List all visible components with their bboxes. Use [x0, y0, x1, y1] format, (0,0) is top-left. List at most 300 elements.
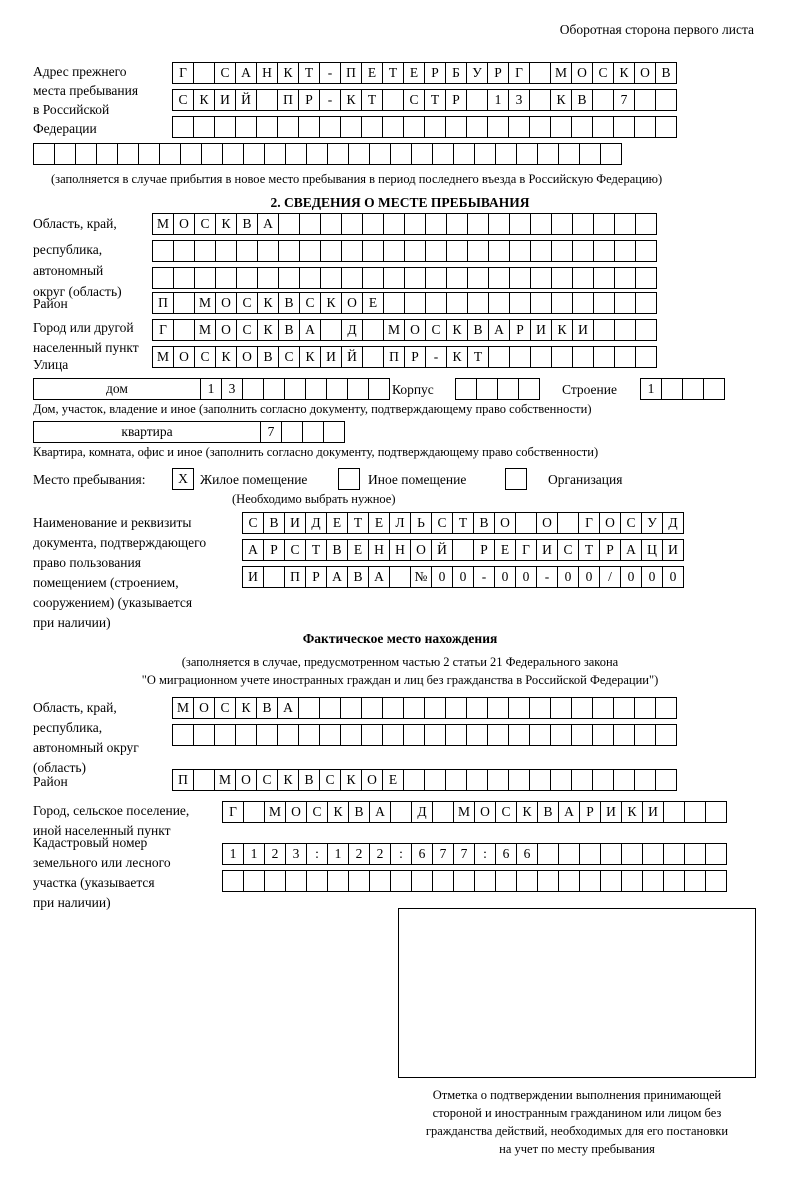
cadastral-cell[interactable]: [411, 870, 433, 892]
region-cell[interactable]: [509, 267, 531, 289]
document-cell[interactable]: И: [662, 539, 684, 561]
actual-city-row[interactable]: [222, 801, 726, 823]
prev-address-cell[interactable]: [474, 143, 496, 165]
region-cell[interactable]: [215, 240, 237, 262]
region-cell[interactable]: [593, 213, 615, 235]
document-cell[interactable]: Й: [431, 539, 453, 561]
actual-district-cell[interactable]: [424, 769, 446, 791]
actual-region-cell[interactable]: [298, 697, 320, 719]
prev-address-cell[interactable]: [256, 89, 278, 111]
prev-address-cell[interactable]: [529, 62, 551, 84]
actual-city-cell[interactable]: В: [537, 801, 559, 823]
prev-address-cell[interactable]: [222, 143, 244, 165]
document-cell[interactable]: Р: [263, 539, 285, 561]
cadastral-cell[interactable]: 6: [516, 843, 538, 865]
actual-region-cell[interactable]: [508, 697, 530, 719]
document-cell[interactable]: Т: [452, 512, 474, 534]
prev-address-cell[interactable]: [592, 116, 614, 138]
actual-region-cell[interactable]: [340, 697, 362, 719]
street-cell[interactable]: [593, 346, 615, 368]
cadastral-cell[interactable]: [558, 870, 580, 892]
prev-address-cell[interactable]: И: [214, 89, 236, 111]
region-cell[interactable]: [509, 240, 531, 262]
street-cell[interactable]: [614, 346, 636, 368]
document-cell[interactable]: [557, 512, 579, 534]
prev-address-cell[interactable]: [634, 89, 656, 111]
prev-address-cell[interactable]: [117, 143, 139, 165]
prev-address-cell[interactable]: Г: [172, 62, 194, 84]
prev-address-cell[interactable]: А: [235, 62, 257, 84]
prev-address-cell[interactable]: [403, 116, 425, 138]
street-cell[interactable]: [530, 346, 552, 368]
city-cell[interactable]: К: [257, 319, 279, 341]
actual-district-cell[interactable]: П: [172, 769, 194, 791]
region-cell[interactable]: [530, 213, 552, 235]
region-cell[interactable]: К: [215, 213, 237, 235]
region-cell[interactable]: А: [257, 213, 279, 235]
city-cell[interactable]: [635, 319, 657, 341]
prev-address-cell[interactable]: [256, 116, 278, 138]
korpus-cell[interactable]: [518, 378, 540, 400]
street-cell[interactable]: [635, 346, 657, 368]
prev-address-cell[interactable]: [348, 143, 370, 165]
prev-address-cell[interactable]: -: [319, 89, 341, 111]
region-cell[interactable]: [152, 240, 174, 262]
region-cell[interactable]: [425, 213, 447, 235]
street-cell[interactable]: К: [215, 346, 237, 368]
region-cell[interactable]: [593, 240, 615, 262]
cadastral-cell[interactable]: [264, 870, 286, 892]
actual-region-cell[interactable]: [403, 724, 425, 746]
prev-address-cell[interactable]: К: [550, 89, 572, 111]
actual-city-cell[interactable]: Р: [579, 801, 601, 823]
region-cell[interactable]: М: [152, 213, 174, 235]
region-row-1[interactable]: [152, 213, 656, 235]
document-cell[interactable]: Ц: [641, 539, 663, 561]
document-cell[interactable]: Т: [347, 512, 369, 534]
prev-address-cell[interactable]: [655, 89, 677, 111]
cadastral-cell[interactable]: 1: [222, 843, 244, 865]
region-cell[interactable]: [362, 240, 384, 262]
street-cell[interactable]: -: [425, 346, 447, 368]
prev-address-cell[interactable]: 1: [487, 89, 509, 111]
house-cell[interactable]: [284, 378, 306, 400]
street-cell[interactable]: [572, 346, 594, 368]
district-cell[interactable]: [551, 292, 573, 314]
district-cell[interactable]: П: [152, 292, 174, 314]
street-cell[interactable]: М: [152, 346, 174, 368]
korpus-cell[interactable]: [455, 378, 477, 400]
prev-address-cell[interactable]: [285, 143, 307, 165]
prev-address-cell[interactable]: [600, 143, 622, 165]
document-cell[interactable]: 0: [452, 566, 474, 588]
document-cell[interactable]: О: [410, 539, 432, 561]
actual-city-cell[interactable]: [243, 801, 265, 823]
actual-region-cell[interactable]: [466, 724, 488, 746]
actual-region-cell[interactable]: К: [235, 697, 257, 719]
document-cell[interactable]: 0: [620, 566, 642, 588]
actual-region-cell[interactable]: О: [193, 697, 215, 719]
prev-address-cell[interactable]: К: [340, 89, 362, 111]
prev-address-cell[interactable]: [432, 143, 454, 165]
city-cell[interactable]: В: [467, 319, 489, 341]
document-cell[interactable]: 0: [431, 566, 453, 588]
prev-address-cell[interactable]: Т: [424, 89, 446, 111]
region-cell[interactable]: [299, 213, 321, 235]
checkbox-zhiloe[interactable]: Х: [172, 468, 194, 490]
city-cell[interactable]: К: [551, 319, 573, 341]
stroenie-cells[interactable]: [640, 378, 724, 400]
city-cell[interactable]: В: [278, 319, 300, 341]
korpus-cell[interactable]: [497, 378, 519, 400]
actual-city-cell[interactable]: И: [600, 801, 622, 823]
actual-region-cell[interactable]: [445, 724, 467, 746]
street-cell[interactable]: О: [173, 346, 195, 368]
prev-address-cell[interactable]: [264, 143, 286, 165]
street-cell[interactable]: Й: [341, 346, 363, 368]
actual-region-cell[interactable]: [592, 697, 614, 719]
actual-district-cell[interactable]: О: [235, 769, 257, 791]
cadastral-cell[interactable]: [663, 843, 685, 865]
cadastral-cell[interactable]: 3: [285, 843, 307, 865]
region-cell[interactable]: [572, 267, 594, 289]
actual-region-cell[interactable]: [613, 724, 635, 746]
document-cell[interactable]: 0: [662, 566, 684, 588]
flat-cell[interactable]: 7: [260, 421, 282, 443]
document-cell[interactable]: С: [431, 512, 453, 534]
cadastral-cell[interactable]: [600, 870, 622, 892]
city-cell[interactable]: [320, 319, 342, 341]
actual-region-row-1[interactable]: [172, 697, 676, 719]
document-cell[interactable]: С: [242, 512, 264, 534]
cadastral-cell[interactable]: [516, 870, 538, 892]
document-cell[interactable]: Е: [368, 512, 390, 534]
prev-address-row-1[interactable]: [172, 62, 676, 84]
district-cell[interactable]: [467, 292, 489, 314]
document-cell[interactable]: А: [242, 539, 264, 561]
prev-address-cell[interactable]: [138, 143, 160, 165]
region-cell[interactable]: [320, 213, 342, 235]
actual-city-cell[interactable]: [663, 801, 685, 823]
prev-address-cell[interactable]: [369, 143, 391, 165]
district-cell[interactable]: [593, 292, 615, 314]
prev-address-cell[interactable]: [277, 116, 299, 138]
prev-address-cell[interactable]: [361, 116, 383, 138]
actual-region-cell[interactable]: [340, 724, 362, 746]
actual-region-cell[interactable]: [319, 724, 341, 746]
actual-region-cell[interactable]: [529, 697, 551, 719]
actual-city-cell[interactable]: И: [642, 801, 664, 823]
district-cell[interactable]: В: [278, 292, 300, 314]
actual-region-cell[interactable]: [424, 697, 446, 719]
actual-city-cell[interactable]: Д: [411, 801, 433, 823]
prev-address-cell[interactable]: С: [403, 89, 425, 111]
house-cell[interactable]: [347, 378, 369, 400]
region-cell[interactable]: [488, 267, 510, 289]
region-cell[interactable]: [530, 240, 552, 262]
prev-address-cell[interactable]: [537, 143, 559, 165]
cadastral-cell[interactable]: 2: [369, 843, 391, 865]
flat-cells[interactable]: [260, 421, 344, 443]
street-cell[interactable]: В: [257, 346, 279, 368]
prev-address-cell[interactable]: С: [592, 62, 614, 84]
cadastral-cell[interactable]: [537, 843, 559, 865]
city-cell[interactable]: С: [236, 319, 258, 341]
district-cell[interactable]: [635, 292, 657, 314]
actual-district-cell[interactable]: В: [298, 769, 320, 791]
prev-address-cell[interactable]: [508, 116, 530, 138]
cadastral-cell[interactable]: [621, 870, 643, 892]
region-row-2[interactable]: [152, 240, 656, 262]
document-cell[interactable]: С: [284, 539, 306, 561]
district-cell[interactable]: Е: [362, 292, 384, 314]
cadastral-row-1[interactable]: [222, 843, 726, 865]
region-cell[interactable]: [509, 213, 531, 235]
document-cell[interactable]: Е: [347, 539, 369, 561]
region-cell[interactable]: [278, 213, 300, 235]
cadastral-cell[interactable]: 7: [432, 843, 454, 865]
region-cell[interactable]: [383, 267, 405, 289]
prev-address-cell[interactable]: [96, 143, 118, 165]
actual-region-cell[interactable]: [382, 724, 404, 746]
prev-address-cell[interactable]: [529, 89, 551, 111]
cadastral-cell[interactable]: [684, 870, 706, 892]
prev-address-cell[interactable]: [390, 143, 412, 165]
cadastral-cell[interactable]: [327, 870, 349, 892]
prev-address-cell[interactable]: -: [319, 62, 341, 84]
cadastral-cell[interactable]: [663, 870, 685, 892]
prev-address-cell[interactable]: [340, 116, 362, 138]
document-cell[interactable]: Д: [305, 512, 327, 534]
document-cell[interactable]: [389, 566, 411, 588]
document-cell[interactable]: Д: [662, 512, 684, 534]
cadastral-cell[interactable]: [369, 870, 391, 892]
prev-address-cell[interactable]: Р: [298, 89, 320, 111]
actual-city-cell[interactable]: А: [369, 801, 391, 823]
document-cell[interactable]: Е: [326, 512, 348, 534]
cadastral-cell[interactable]: [306, 870, 328, 892]
region-cell[interactable]: [446, 267, 468, 289]
stroenie-cell[interactable]: [661, 378, 683, 400]
actual-region-cell[interactable]: [571, 697, 593, 719]
document-cell[interactable]: П: [284, 566, 306, 588]
house-cell[interactable]: 1: [200, 378, 222, 400]
city-cell[interactable]: А: [299, 319, 321, 341]
region-cell[interactable]: [404, 240, 426, 262]
region-cell[interactable]: [257, 240, 279, 262]
actual-city-cell[interactable]: В: [348, 801, 370, 823]
district-cell[interactable]: [425, 292, 447, 314]
prev-address-cell[interactable]: [466, 116, 488, 138]
actual-region-cell[interactable]: В: [256, 697, 278, 719]
flat-cell[interactable]: [302, 421, 324, 443]
actual-region-cell[interactable]: [571, 724, 593, 746]
prev-address-cell[interactable]: Е: [361, 62, 383, 84]
cadastral-cell[interactable]: [642, 843, 664, 865]
actual-city-cell[interactable]: [684, 801, 706, 823]
prev-address-cell[interactable]: [33, 143, 55, 165]
document-row-3[interactable]: [242, 566, 683, 588]
region-cell[interactable]: [362, 267, 384, 289]
document-cell[interactable]: [452, 539, 474, 561]
region-cell[interactable]: [425, 240, 447, 262]
prev-address-cell[interactable]: [558, 143, 580, 165]
district-cell[interactable]: М: [194, 292, 216, 314]
prev-address-cell[interactable]: [453, 143, 475, 165]
actual-city-cell[interactable]: С: [495, 801, 517, 823]
district-cell[interactable]: [509, 292, 531, 314]
district-cell[interactable]: [530, 292, 552, 314]
region-cell[interactable]: [530, 267, 552, 289]
document-cell[interactable]: У: [641, 512, 663, 534]
document-cell[interactable]: 0: [641, 566, 663, 588]
actual-region-cell[interactable]: [508, 724, 530, 746]
prev-address-row-3[interactable]: [172, 116, 676, 138]
house-cell[interactable]: 3: [221, 378, 243, 400]
prev-address-cell[interactable]: [495, 143, 517, 165]
actual-region-cell[interactable]: [613, 697, 635, 719]
prev-address-cell[interactable]: [159, 143, 181, 165]
prev-address-cell[interactable]: [306, 143, 328, 165]
cadastral-cell[interactable]: [621, 843, 643, 865]
actual-region-row-2[interactable]: [172, 724, 676, 746]
actual-region-cell[interactable]: [193, 724, 215, 746]
actual-region-cell[interactable]: [361, 697, 383, 719]
city-cell[interactable]: А: [488, 319, 510, 341]
cadastral-cell[interactable]: :: [390, 843, 412, 865]
prev-address-cell[interactable]: К: [613, 62, 635, 84]
cadastral-row-2[interactable]: [222, 870, 726, 892]
document-row-1[interactable]: [242, 512, 683, 534]
city-cell[interactable]: И: [530, 319, 552, 341]
prev-address-cell[interactable]: Т: [298, 62, 320, 84]
prev-address-cell[interactable]: [550, 116, 572, 138]
region-cell[interactable]: [383, 240, 405, 262]
actual-city-cell[interactable]: [705, 801, 727, 823]
actual-region-cell[interactable]: [487, 697, 509, 719]
region-cell[interactable]: [152, 267, 174, 289]
actual-region-cell[interactable]: [277, 724, 299, 746]
actual-district-cell[interactable]: [550, 769, 572, 791]
district-row[interactable]: [152, 292, 656, 314]
street-cell[interactable]: [551, 346, 573, 368]
actual-district-cell[interactable]: [571, 769, 593, 791]
city-cell[interactable]: С: [425, 319, 447, 341]
district-cell[interactable]: К: [257, 292, 279, 314]
actual-city-cell[interactable]: К: [621, 801, 643, 823]
stroenie-cell[interactable]: 1: [640, 378, 662, 400]
city-cell[interactable]: К: [446, 319, 468, 341]
actual-district-cell[interactable]: С: [256, 769, 278, 791]
district-cell[interactable]: С: [236, 292, 258, 314]
region-cell[interactable]: [551, 267, 573, 289]
document-cell[interactable]: С: [620, 512, 642, 534]
actual-region-cell[interactable]: [256, 724, 278, 746]
actual-city-cell[interactable]: К: [516, 801, 538, 823]
actual-region-cell[interactable]: [403, 697, 425, 719]
prev-address-cell[interactable]: [298, 116, 320, 138]
prev-address-cell[interactable]: [243, 143, 265, 165]
prev-address-cell[interactable]: [634, 116, 656, 138]
cadastral-cell[interactable]: [474, 870, 496, 892]
region-cell[interactable]: [467, 213, 489, 235]
cadastral-cell[interactable]: :: [306, 843, 328, 865]
cadastral-cell[interactable]: [432, 870, 454, 892]
actual-region-cell[interactable]: [361, 724, 383, 746]
prev-address-cell[interactable]: [193, 116, 215, 138]
actual-region-cell[interactable]: [487, 724, 509, 746]
actual-city-cell[interactable]: М: [453, 801, 475, 823]
prev-address-cell[interactable]: [516, 143, 538, 165]
prev-address-cell[interactable]: [193, 62, 215, 84]
actual-district-row[interactable]: [172, 769, 676, 791]
region-cell[interactable]: [320, 267, 342, 289]
document-cell[interactable]: Р: [599, 539, 621, 561]
prev-address-cell[interactable]: Т: [361, 89, 383, 111]
stroenie-cell[interactable]: [682, 378, 704, 400]
actual-district-cell[interactable]: О: [361, 769, 383, 791]
cadastral-cell[interactable]: [579, 870, 601, 892]
region-cell[interactable]: [572, 213, 594, 235]
actual-region-cell[interactable]: [298, 724, 320, 746]
region-cell[interactable]: [635, 213, 657, 235]
actual-region-cell[interactable]: [634, 697, 656, 719]
region-cell[interactable]: [173, 240, 195, 262]
actual-city-cell[interactable]: М: [264, 801, 286, 823]
city-cell[interactable]: О: [404, 319, 426, 341]
region-cell[interactable]: [488, 213, 510, 235]
actual-district-cell[interactable]: [466, 769, 488, 791]
cadastral-cell[interactable]: [285, 870, 307, 892]
korpus-cell[interactable]: [476, 378, 498, 400]
flat-cell[interactable]: [323, 421, 345, 443]
actual-region-cell[interactable]: [445, 697, 467, 719]
document-cell[interactable]: В: [347, 566, 369, 588]
document-cell[interactable]: [515, 512, 537, 534]
document-cell[interactable]: С: [557, 539, 579, 561]
region-cell[interactable]: [614, 240, 636, 262]
actual-region-cell[interactable]: [634, 724, 656, 746]
actual-district-cell[interactable]: [634, 769, 656, 791]
prev-address-row-2[interactable]: [172, 89, 676, 111]
actual-region-cell[interactable]: [172, 724, 194, 746]
cadastral-cell[interactable]: 1: [327, 843, 349, 865]
document-cell[interactable]: Л: [389, 512, 411, 534]
house-cell[interactable]: [242, 378, 264, 400]
cadastral-cell[interactable]: [390, 870, 412, 892]
document-cell[interactable]: -: [536, 566, 558, 588]
prev-address-cell[interactable]: [172, 116, 194, 138]
document-cell[interactable]: Г: [515, 539, 537, 561]
cadastral-cell[interactable]: 2: [264, 843, 286, 865]
region-cell[interactable]: [551, 213, 573, 235]
prev-address-cell[interactable]: [411, 143, 433, 165]
actual-district-cell[interactable]: [487, 769, 509, 791]
actual-region-cell[interactable]: А: [277, 697, 299, 719]
district-cell[interactable]: [383, 292, 405, 314]
prev-address-cell[interactable]: Н: [256, 62, 278, 84]
actual-district-cell[interactable]: [592, 769, 614, 791]
cadastral-cell[interactable]: 6: [495, 843, 517, 865]
document-cell[interactable]: В: [326, 539, 348, 561]
document-row-2[interactable]: [242, 539, 683, 561]
prev-address-cell[interactable]: [327, 143, 349, 165]
document-cell[interactable]: /: [599, 566, 621, 588]
district-cell[interactable]: К: [320, 292, 342, 314]
house-number-cells[interactable]: [200, 378, 389, 400]
region-cell[interactable]: [383, 213, 405, 235]
region-cell[interactable]: [446, 240, 468, 262]
